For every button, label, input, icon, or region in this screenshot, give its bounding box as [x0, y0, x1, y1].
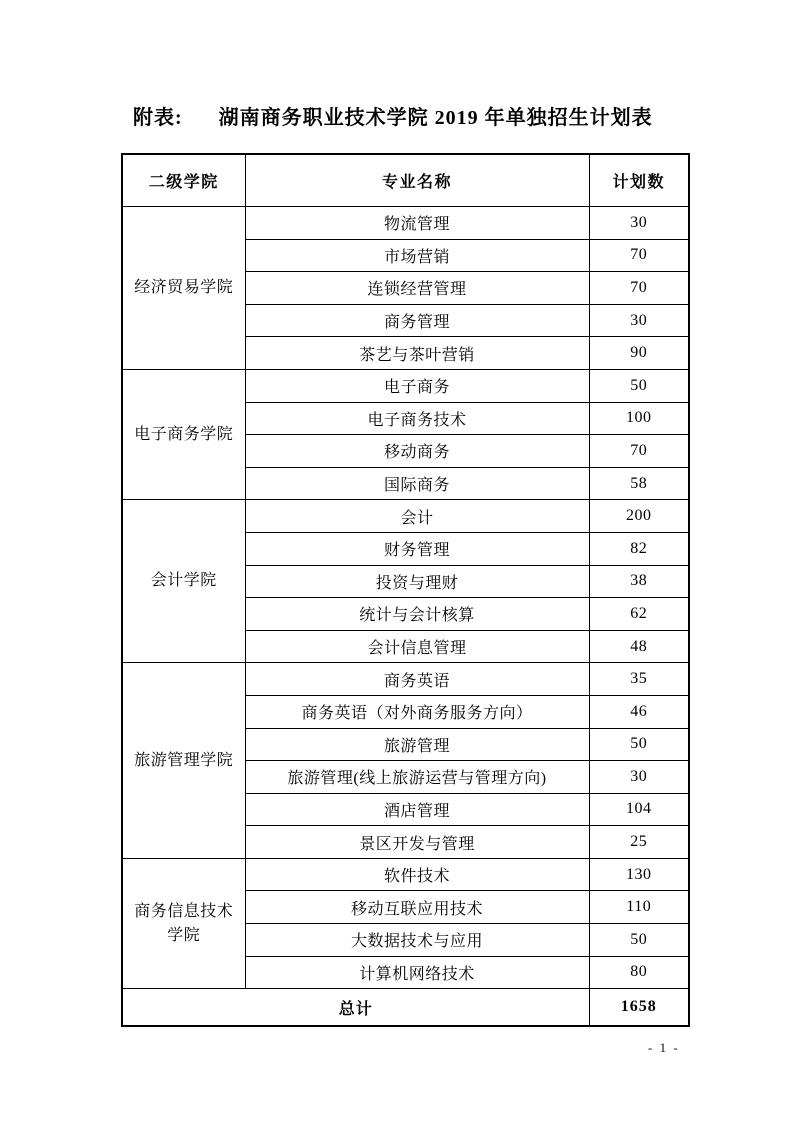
plan-count-cell: 200 — [589, 500, 689, 533]
plan-count-cell: 35 — [589, 663, 689, 696]
college-cell: 会计学院 — [122, 500, 245, 663]
plan-count-cell: 50 — [589, 924, 689, 957]
plan-count-cell: 50 — [589, 369, 689, 402]
total-label: 总计 — [122, 989, 589, 1027]
plan-count-cell: 50 — [589, 728, 689, 761]
plan-count-cell: 82 — [589, 532, 689, 565]
plan-count-cell: 48 — [589, 630, 689, 663]
total-value: 1658 — [589, 989, 689, 1027]
major-name-cell: 商务管理 — [245, 304, 589, 337]
college-cell: 商务信息技术学院 — [122, 858, 245, 988]
college-cell: 旅游管理学院 — [122, 663, 245, 859]
major-name-cell: 市场营销 — [245, 239, 589, 272]
major-name-cell: 连锁经营管理 — [245, 272, 589, 305]
major-name-cell: 会计信息管理 — [245, 630, 589, 663]
major-name-cell: 统计与会计核算 — [245, 598, 589, 631]
major-name-cell: 景区开发与管理 — [245, 826, 589, 859]
plan-count-cell: 70 — [589, 239, 689, 272]
enrollment-plan-table — [121, 153, 690, 1027]
major-name-cell: 移动互联应用技术 — [245, 891, 589, 924]
major-name-cell: 会计 — [245, 500, 589, 533]
table-row — [122, 500, 689, 533]
major-name-cell: 电子商务 — [245, 369, 589, 402]
major-name-cell: 酒店管理 — [245, 793, 589, 826]
plan-count-cell: 70 — [589, 272, 689, 305]
plan-count-cell: 70 — [589, 435, 689, 468]
plan-count-cell: 30 — [589, 304, 689, 337]
major-name-cell: 茶艺与茶叶营销 — [245, 337, 589, 370]
plan-count-cell: 58 — [589, 467, 689, 500]
plan-count-cell: 46 — [589, 695, 689, 728]
table-row — [122, 207, 689, 240]
plan-count-cell: 80 — [589, 956, 689, 989]
plan-count-cell: 38 — [589, 565, 689, 598]
page-number: - 1 - — [648, 1040, 680, 1055]
plan-count-cell: 130 — [589, 858, 689, 891]
plan-count-cell: 62 — [589, 598, 689, 631]
plan-count-cell: 30 — [589, 207, 689, 240]
header-college: 二级学院 — [122, 154, 245, 207]
major-name-cell: 大数据技术与应用 — [245, 924, 589, 957]
plan-count-cell: 104 — [589, 793, 689, 826]
major-name-cell: 财务管理 — [245, 532, 589, 565]
table-row — [122, 663, 689, 696]
table-body — [122, 207, 689, 1027]
header-row — [122, 154, 689, 207]
college-cell: 电子商务学院 — [122, 369, 245, 499]
plan-count-cell: 90 — [589, 337, 689, 370]
major-name-cell: 软件技术 — [245, 858, 589, 891]
total-row — [122, 989, 689, 1027]
major-name-cell: 旅游管理 — [245, 728, 589, 761]
title-main: 湖南商务职业技术学院 2019 年单独招生计划表 — [218, 107, 653, 129]
major-name-cell: 移动商务 — [245, 435, 589, 468]
table-row — [122, 858, 689, 891]
major-name-cell: 旅游管理(线上旅游运营与管理方向) — [245, 761, 589, 794]
major-name-cell: 商务英语 — [245, 663, 589, 696]
page-title — [133, 101, 653, 130]
major-name-cell: 商务英语（对外商务服务方向） — [245, 695, 589, 728]
major-name-cell: 物流管理 — [245, 207, 589, 240]
header-major: 专业名称 — [245, 154, 589, 207]
table-row — [122, 369, 689, 402]
major-name-cell: 计算机网络技术 — [245, 956, 589, 989]
title-prefix: 附表: — [133, 107, 183, 129]
major-name-cell: 投资与理财 — [245, 565, 589, 598]
plan-count-cell: 110 — [589, 891, 689, 924]
header-count: 计划数 — [589, 154, 689, 207]
plan-count-cell: 25 — [589, 826, 689, 859]
plan-count-cell: 100 — [589, 402, 689, 435]
college-cell: 经济贸易学院 — [122, 207, 245, 370]
plan-count-cell: 30 — [589, 761, 689, 794]
major-name-cell: 国际商务 — [245, 467, 589, 500]
major-name-cell: 电子商务技术 — [245, 402, 589, 435]
